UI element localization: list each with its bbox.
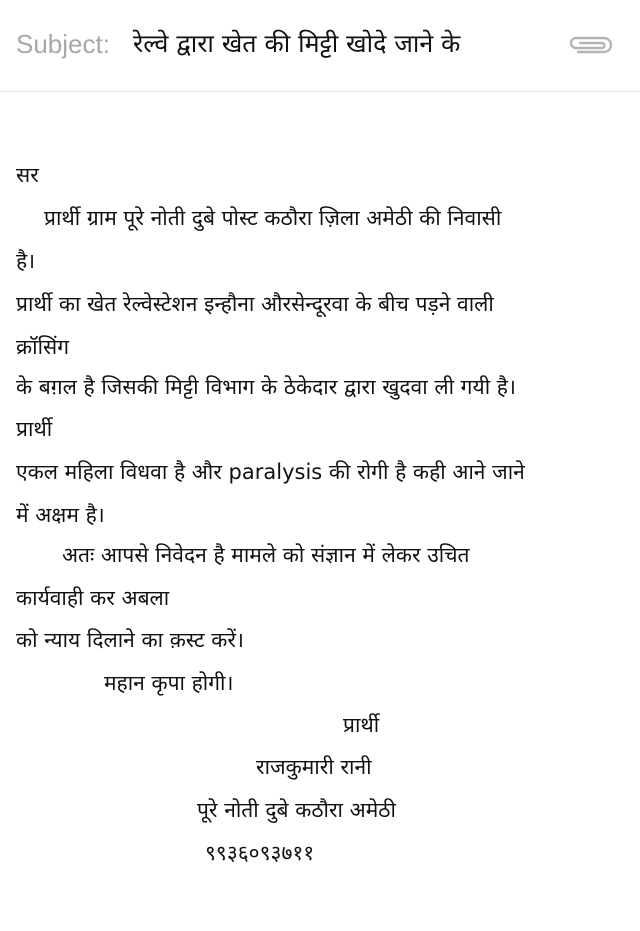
signature-title: प्रार्थी	[343, 713, 380, 737]
body-line: प्रार्थी ग्राम पूरे नोती दुबे पोस्ट कठौरा ज़िला अमेठी की निवासी	[44, 206, 502, 230]
signature-name: राजकुमारी रानी	[256, 755, 372, 779]
body-line: में अक्षम है।	[16, 503, 105, 527]
body-line: को न्याय दिलाने का क़स्ट करें।	[16, 628, 244, 652]
body-line: एकल महिला विधवा है और paralysis की रोगी है कही आने जाने	[16, 460, 525, 484]
signature-phone: ९९३६०९३७११	[205, 841, 315, 865]
body-line: के बग़ल है जिसकी मिट्टी विभाग के ठेकेदार द्वारा खुदवा ली गयी है।	[16, 375, 516, 399]
email-header	[0, 0, 640, 92]
body-line: क्रॉसिंग	[16, 335, 70, 359]
salutation-line: सर	[16, 163, 39, 187]
body-line: अतः आपसे निवेदन है मामले को संज्ञान में लेकर उचित	[62, 543, 470, 567]
body-line: कार्यवाही कर अबला	[16, 586, 170, 610]
closing-line: महान कृपा होगी।	[104, 671, 234, 695]
body-line: प्रार्थी	[16, 417, 53, 441]
body-line: है।	[16, 249, 36, 273]
subject-label: Subject:	[16, 29, 110, 59]
signature-address: पूरे नोती दुबे कठौरा अमेठी	[197, 798, 396, 822]
paperclip-icon[interactable]	[566, 33, 616, 57]
body-line: प्रार्थी का खेत रेल्वेस्टेशन इन्हौना औरसेन्दूरवा के बीच पड़ने वाली	[16, 292, 494, 316]
subject-text: रेल्वे द्वारा खेत की मिट्टी खोदे जाने के	[133, 29, 461, 58]
